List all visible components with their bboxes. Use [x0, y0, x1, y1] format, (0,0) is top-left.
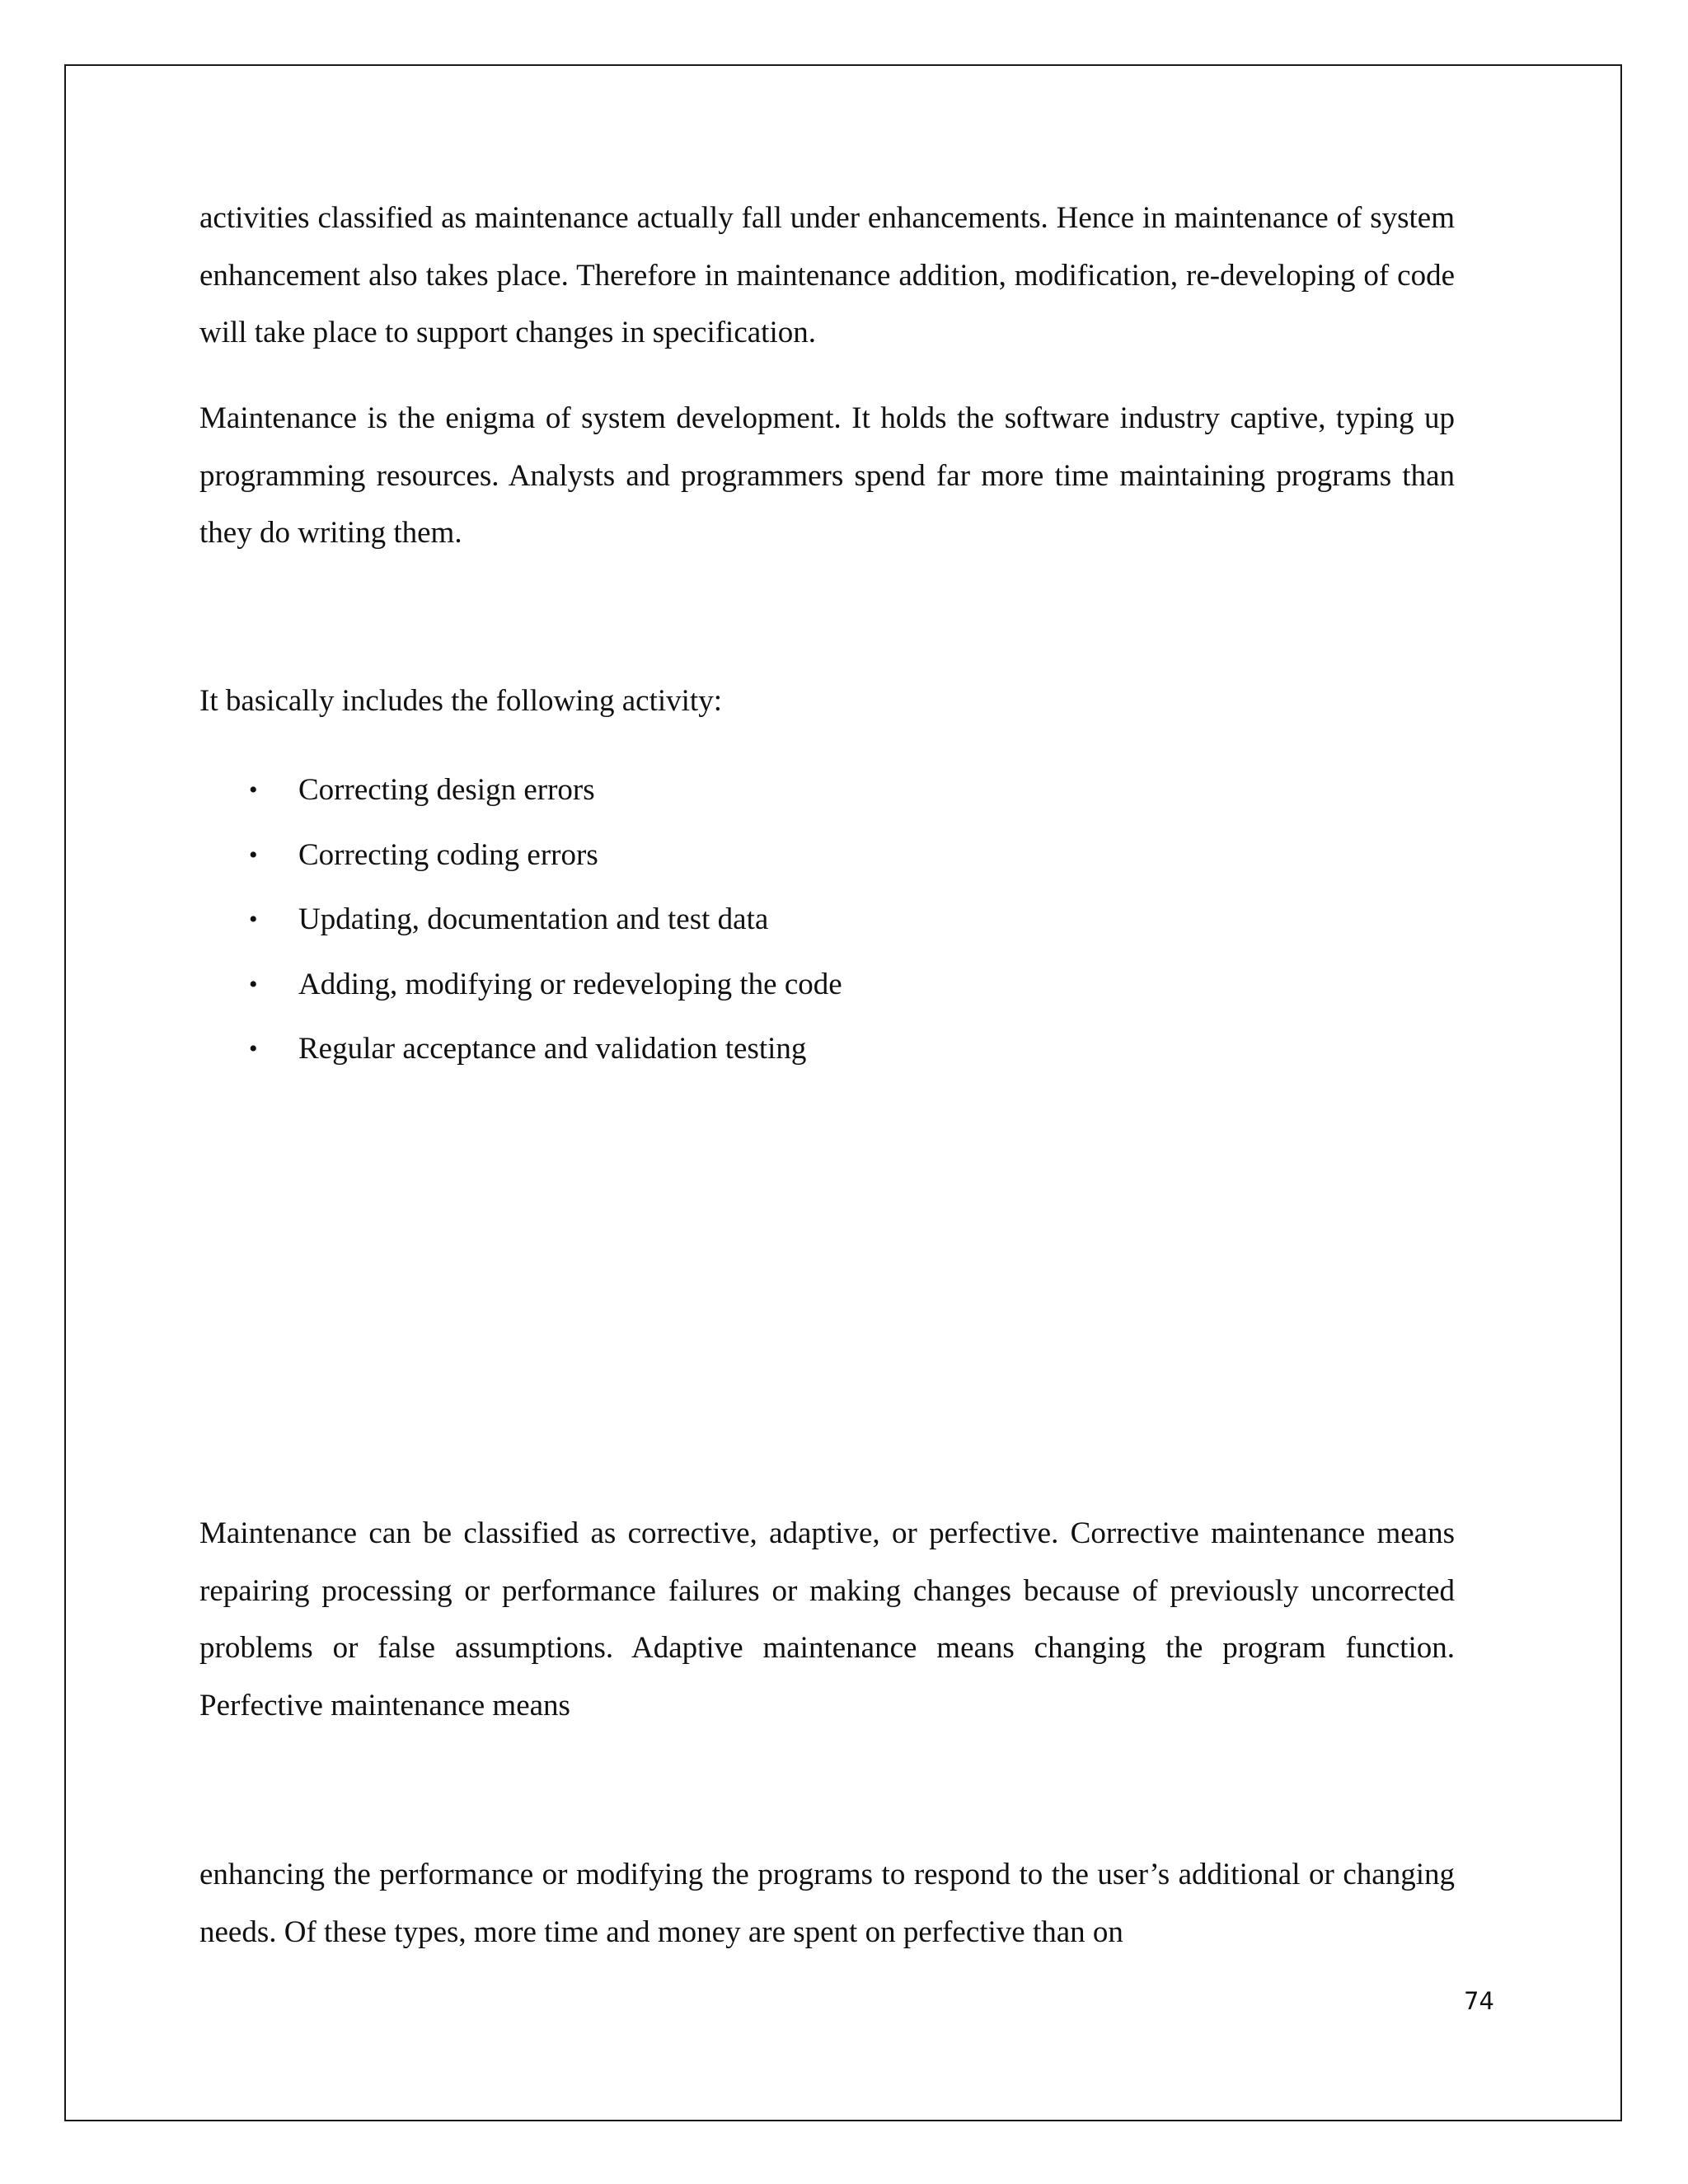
paragraph-perfective: enhancing the performance or modifying the programs to respond to the user’s additional or changing needs. Of these types, more time and money are spent on perfective than on — [199, 1858, 1455, 1949]
paragraph-enhancements: activities classified as maintenance actually fall under enhancements. Hence in maintenance of system enhancement also takes place. Therefore in maintenance addition, modification, re-developing of code will take place to support changes in specification. — [199, 201, 1455, 349]
list-item — [199, 823, 1455, 888]
list-item-text: Regular acceptance and validation testing — [298, 1032, 807, 1066]
list-intro: It basically includes the following activity: — [199, 684, 722, 718]
list-item — [199, 758, 1455, 823]
bullet-icon: • — [249, 841, 258, 869]
list-item-text: Correcting coding errors — [298, 837, 598, 872]
paragraph-enigma: Maintenance is the enigma of system development. It holds the software industry captive, typing up programming resources. Analysts and programmers spend far more time maintaining programs than they do writing them. — [199, 401, 1455, 550]
list-item-text: Updating, documentation and test data — [298, 902, 769, 936]
page-border — [64, 64, 1622, 2121]
bullet-icon: • — [249, 1035, 258, 1062]
list-item-text: Adding, modifying or redeveloping the code — [298, 967, 842, 1001]
bullet-icon: • — [249, 970, 258, 998]
activity-list — [199, 758, 1455, 1082]
paragraph-classification: Maintenance can be classified as corrective, adaptive, or perfective. Corrective maintenance means repairing processing or performance failures or making changes because of previously uncorrected problems or false assumptions. Adaptive maintenance means changing the program function. Perfective maintenance means — [199, 1516, 1455, 1722]
list-item — [199, 888, 1455, 953]
bullet-icon: • — [249, 776, 258, 804]
list-item — [199, 1017, 1455, 1082]
bullet-icon: • — [249, 906, 258, 933]
list-item-text: Correcting design errors — [298, 773, 595, 807]
list-item — [199, 953, 1455, 1018]
page-number: 74 — [1464, 1987, 1494, 2015]
